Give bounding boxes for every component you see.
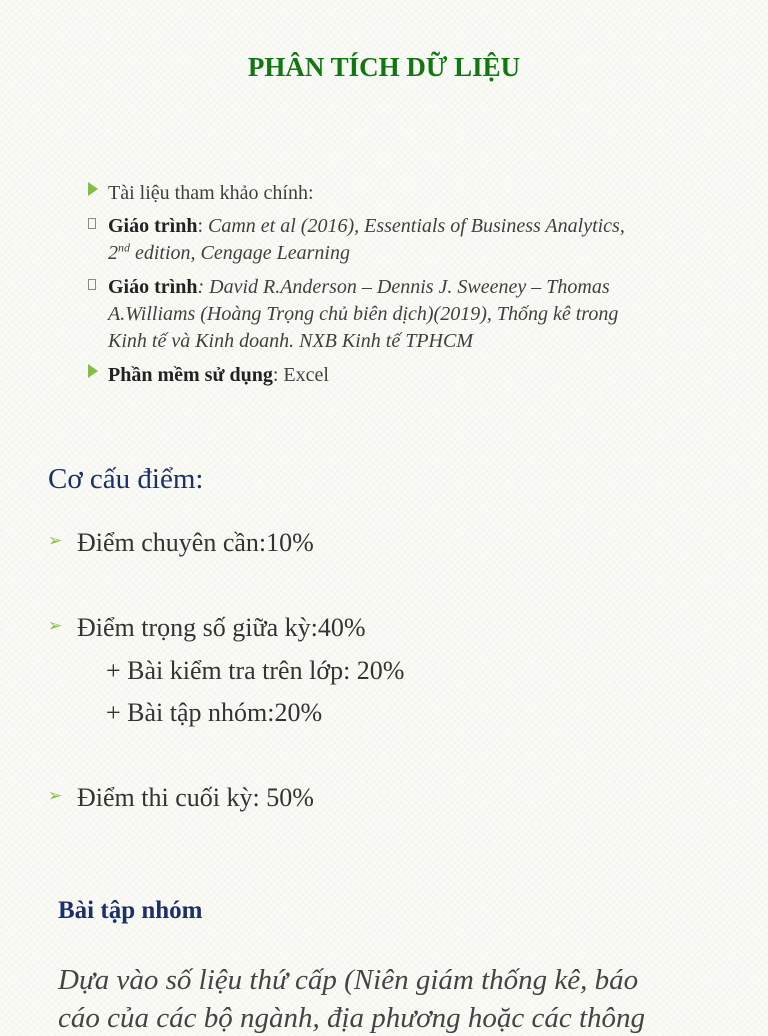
software-separator: : <box>272 364 284 386</box>
chevron-bullet-icon: ➢ <box>48 531 63 551</box>
grading-heading: Cơ cấu điểm: <box>48 463 204 495</box>
reference-separator: : <box>197 215 209 237</box>
reference-text: edition, Cengage Learning <box>130 242 350 264</box>
software-label: Phần mềm sử dụng <box>108 364 273 386</box>
grade-final: Điểm thi cuối kỳ: 50% <box>77 783 314 812</box>
reference-text: A.Williams (Hoàng Trọng chủ biên dịch)(2019), Thống kê trong <box>108 303 619 325</box>
references-intro: Tài liệu tham khảo chính: <box>108 182 314 204</box>
page-title: PHÂN TÍCH DỮ LIỆU <box>247 52 521 82</box>
reference-text: Camn et al (2016), Essentials of Business Analytics, <box>208 215 625 237</box>
reference-item-2-line-1 <box>108 274 610 301</box>
group-work-text-line-2: cáo của các bộ ngành, địa phương hoặc các thông <box>58 1002 646 1034</box>
reference-label: Giáo trình <box>108 215 198 237</box>
reference-item-1-line-1 <box>108 213 625 240</box>
reference-label: Giáo trình <box>108 276 198 298</box>
reference-text: David R.Anderson – Dennis J. Sweeney – Thomas <box>209 276 610 298</box>
triangle-bullet-icon <box>88 364 98 378</box>
reference-item-2-line-2 <box>108 301 618 328</box>
reference-text: 2 <box>108 242 118 264</box>
chevron-bullet-icon: ➢ <box>48 616 63 636</box>
superscript: nd <box>118 240 130 255</box>
grade-midterm-sub-group: + Bài tập nhóm:20% <box>106 698 323 727</box>
reference-separator: : <box>197 276 210 298</box>
grade-midterm-sub-test: + Bài kiểm tra trên lớp: 20% <box>106 656 405 685</box>
grade-attendance: Điểm chuyên cần:10% <box>77 528 314 557</box>
software-value: Excel <box>283 364 329 386</box>
software-line <box>108 362 329 389</box>
chevron-bullet-icon: ➢ <box>48 786 63 806</box>
reference-text: Kinh tế và Kinh doanh. NXB Kinh tế TPHCM <box>108 330 473 352</box>
square-bullet-icon <box>88 218 96 229</box>
reference-item-2-line-3 <box>108 328 473 355</box>
triangle-bullet-icon <box>88 182 98 196</box>
square-bullet-icon <box>88 279 96 290</box>
grade-midterm: Điểm trọng số giữa kỳ:40% <box>77 613 366 642</box>
reference-item-1-line-2 <box>108 240 350 267</box>
group-work-heading: Bài tập nhóm <box>58 897 203 924</box>
group-work-text-line-1: Dựa vào số liệu thứ cấp (Niên giám thống kê, báo <box>58 964 639 996</box>
